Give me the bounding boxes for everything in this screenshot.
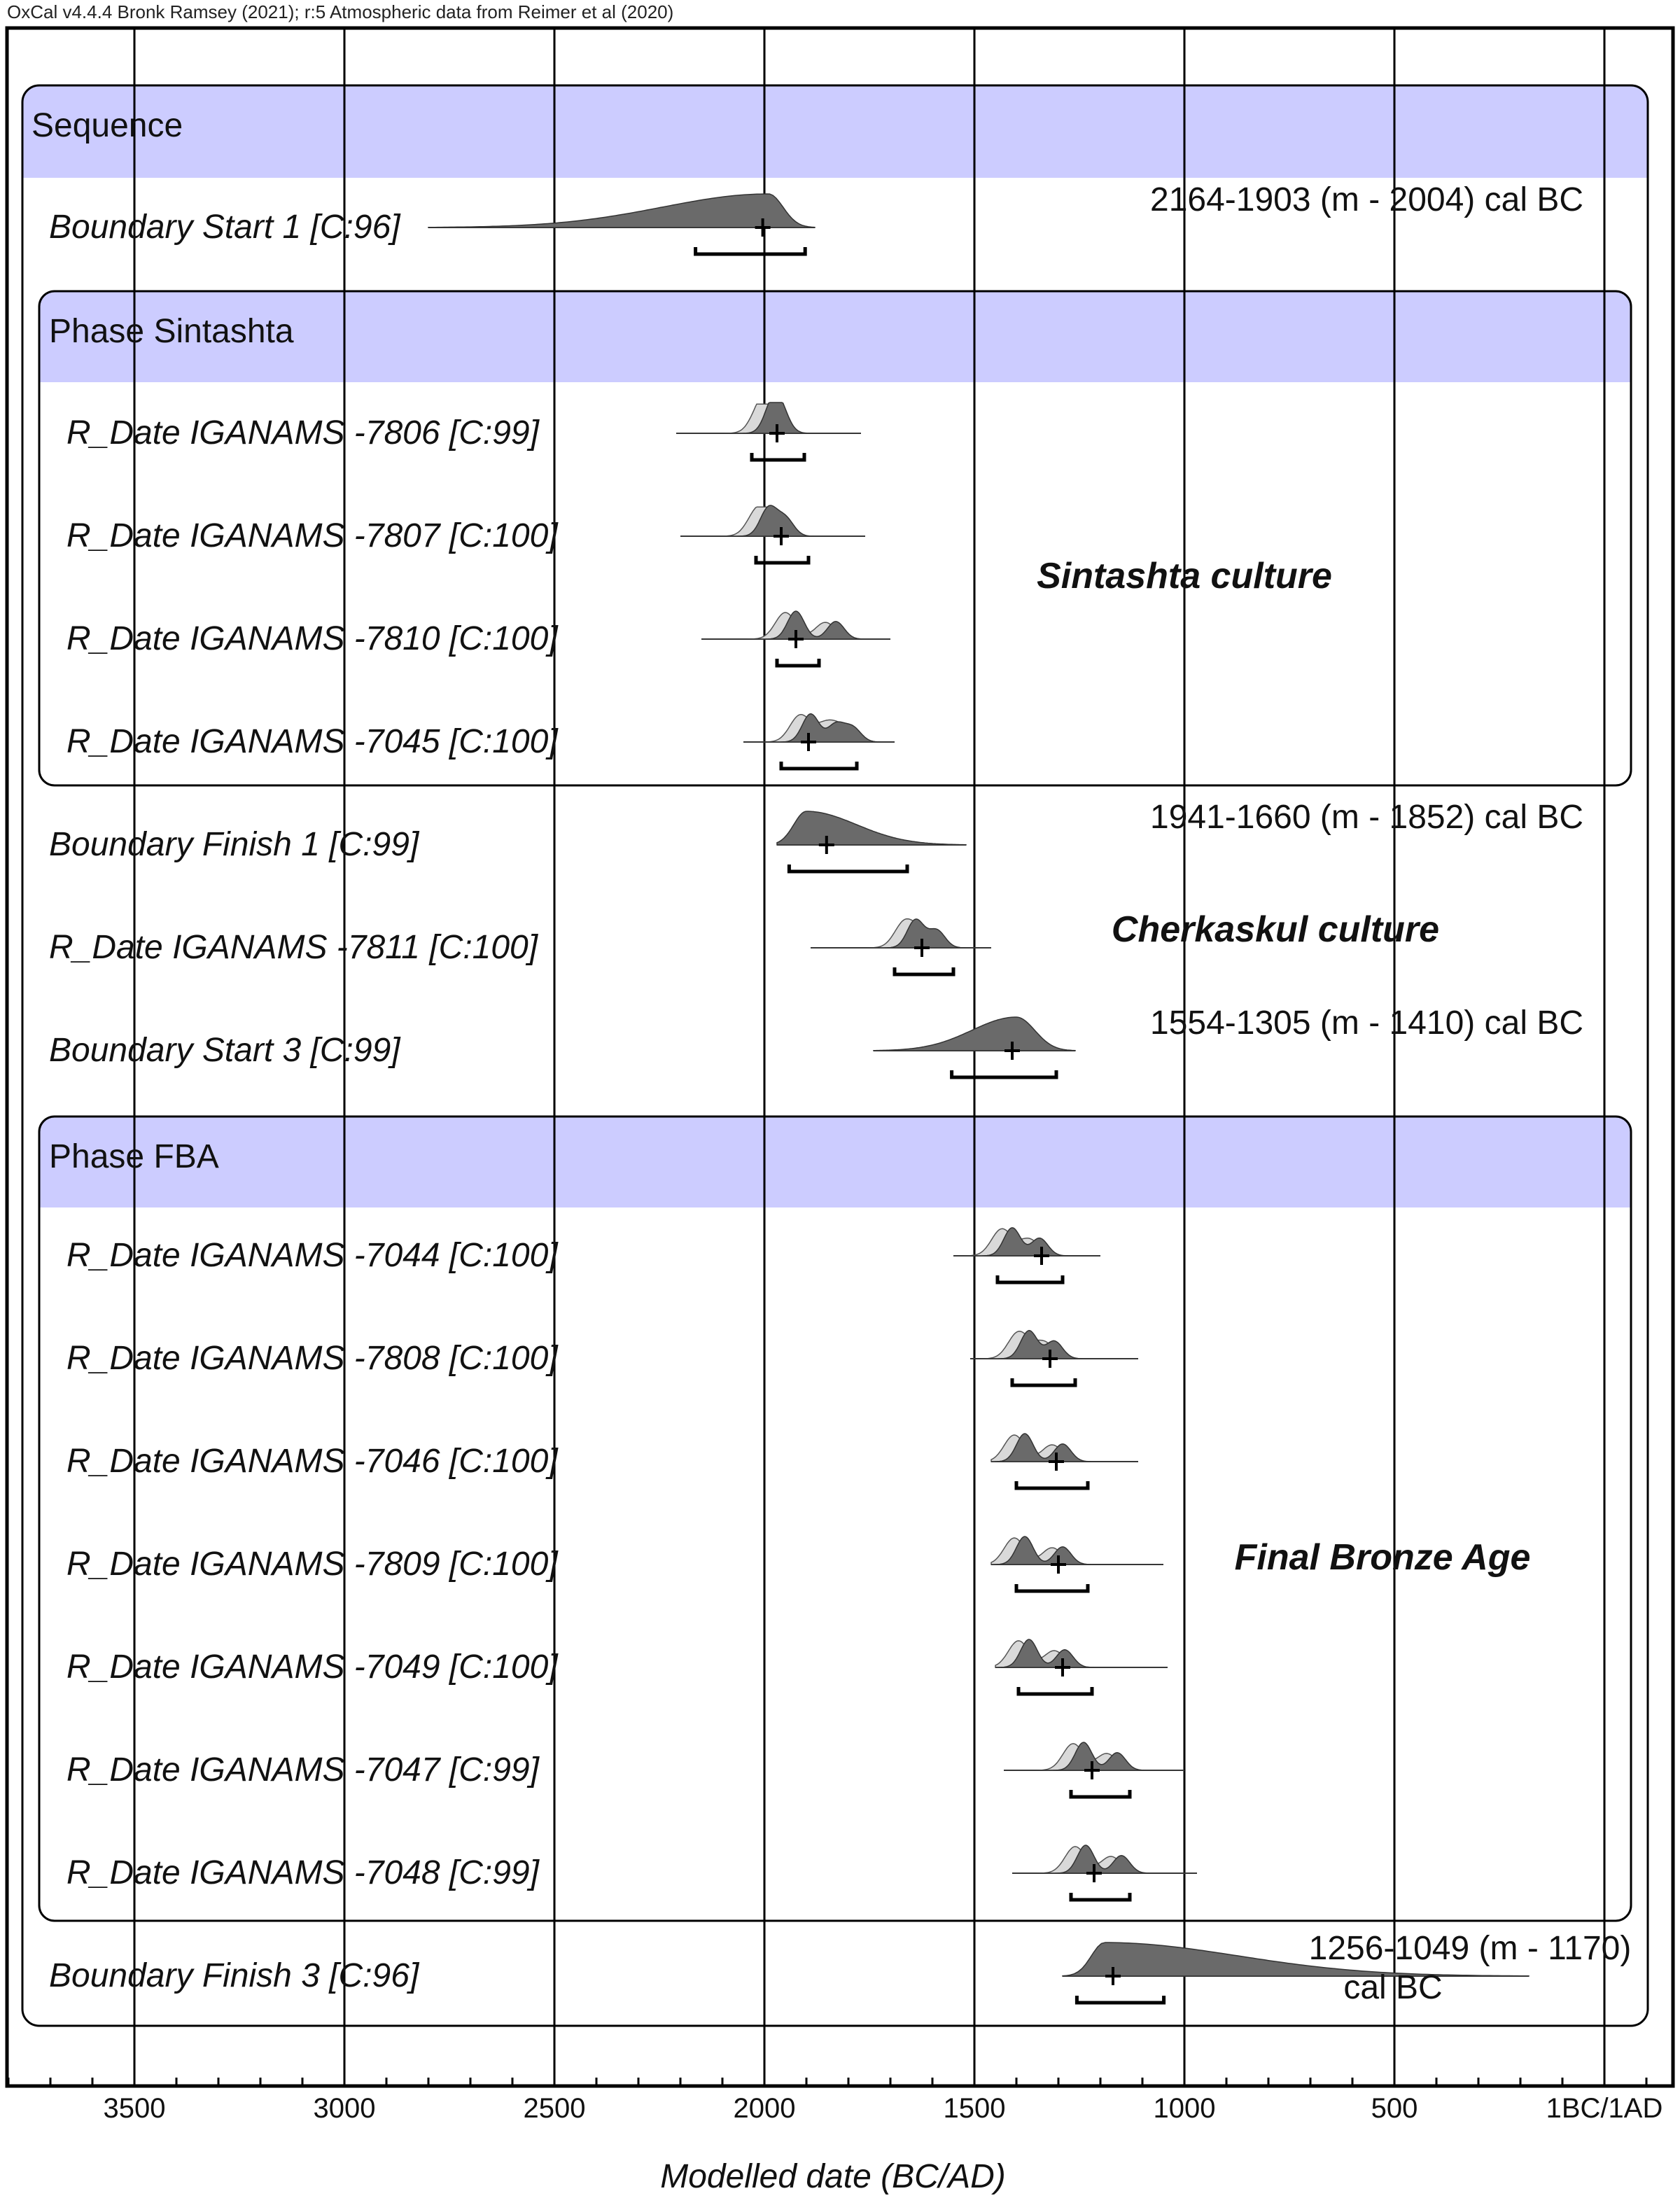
x-tick-label: 2000	[733, 2093, 796, 2124]
posterior-distribution	[970, 1331, 1138, 1359]
row-label: R_Date IGANAMS -7808 [C:100]	[66, 1340, 558, 1377]
range-bracket	[1071, 1790, 1130, 1797]
row-label: R_Date IGANAMS -7045 [C:100]	[66, 723, 558, 760]
culture-label: Sintashta culture	[1037, 556, 1332, 596]
row-label: Boundary Start 3 [C:99]	[49, 1032, 400, 1069]
range-bracket	[997, 1275, 1063, 1282]
posterior-distribution	[1004, 1742, 1184, 1770]
x-tick-label: 1500	[943, 2093, 1006, 2124]
sequence-label: Sequence	[31, 107, 183, 144]
boundary-range-note: 1554-1305 (m - 1410) cal BC	[1150, 1004, 1583, 1042]
row-label: R_Date IGANAMS -7810 [C:100]	[66, 620, 558, 657]
row-label: R_Date IGANAMS -7807 [C:100]	[66, 517, 558, 554]
row-label: R_Date IGANAMS -7047 [C:99]	[66, 1751, 539, 1788]
range-bracket	[752, 453, 804, 460]
range-bracket	[952, 1070, 1056, 1077]
oxcal-header: OxCal v4.4.4 Bronk Ramsey (2021); r:5 Atmospheric data from Reimer et al (2020)	[7, 1, 674, 22]
x-tick-label: 500	[1371, 2093, 1418, 2124]
row-label: R_Date IGANAMS -7048 [C:99]	[66, 1854, 539, 1891]
range-bracket	[895, 967, 953, 974]
posterior-distribution	[428, 194, 815, 227]
range-bracket	[1016, 1584, 1088, 1591]
phase-label: Phase FBA	[49, 1138, 219, 1175]
range-bracket	[1016, 1481, 1088, 1488]
x-tick-label: 1000	[1153, 2093, 1216, 2124]
row-label: R_Date IGANAMS -7811 [C:100]	[49, 929, 538, 966]
row-label: Boundary Finish 1 [C:99]	[49, 826, 419, 863]
boundary-range-note: 1256-1049 (m - 1170)	[1308, 1930, 1632, 1967]
posterior-distribution	[680, 505, 865, 536]
boundary-range-note: 2164-1903 (m - 2004) cal BC	[1150, 181, 1583, 218]
x-tick-label: 3000	[313, 2093, 376, 2124]
range-bracket	[696, 247, 806, 254]
range-bracket	[777, 659, 819, 666]
range-bracket	[781, 762, 857, 769]
x-tick-label: 3500	[103, 2093, 166, 2124]
range-bracket	[1071, 1893, 1130, 1900]
row-label: Boundary Finish 3 [C:96]	[49, 1957, 419, 1994]
boundary-range-note: cal BC	[1343, 1969, 1443, 2006]
x-tick-label: 2500	[523, 2093, 586, 2124]
posterior-distribution	[676, 402, 861, 433]
posterior-distribution	[743, 714, 895, 742]
row-label: R_Date IGANAMS -7809 [C:100]	[66, 1546, 558, 1583]
row-label: R_Date IGANAMS -7806 [C:99]	[66, 414, 539, 451]
boundary-range-note: 1941-1660 (m - 1852) cal BC	[1150, 799, 1583, 836]
row-label: R_Date IGANAMS -7046 [C:100]	[66, 1443, 558, 1480]
phase-band	[39, 1116, 1631, 1208]
range-bracket	[1012, 1378, 1075, 1385]
row-label: R_Date IGANAMS -7044 [C:100]	[66, 1237, 558, 1274]
x-axis-title: Modelled date (BC/AD)	[660, 2158, 1006, 2195]
range-bracket	[789, 864, 907, 872]
sequence-band	[22, 85, 1648, 178]
row-label: R_Date IGANAMS -7049 [C:100]	[66, 1648, 558, 1686]
range-bracket	[1077, 1996, 1163, 2003]
x-tick-label: 1BC/1AD	[1546, 2093, 1663, 2124]
phase-label: Phase Sintashta	[49, 313, 294, 350]
culture-label: Cherkaskul culture	[1111, 909, 1440, 950]
culture-label: Final Bronze Age	[1234, 1537, 1531, 1578]
row-label: Boundary Start 1 [C:96]	[49, 209, 400, 246]
posterior-distribution	[777, 811, 966, 845]
range-bracket	[1018, 1687, 1092, 1694]
